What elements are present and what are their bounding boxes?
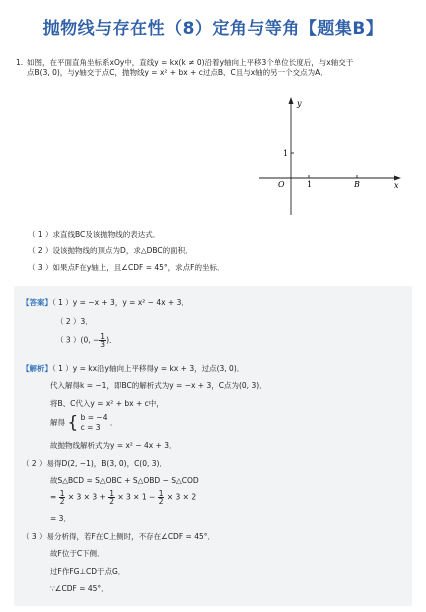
answer-3-open: (0, − [80, 335, 100, 345]
solution-panel [14, 286, 412, 606]
analysis-p7: 故S△BCD = S△OBC + S△OBD − S△COD [50, 476, 199, 485]
subquestion-3: （ 3 ）如果点F在y轴上，且∠CDF = 45°，求点F的坐标． [28, 263, 225, 272]
y-axis-label: y [297, 99, 302, 108]
analysis-p11: 故F位于C下侧． [50, 549, 105, 558]
half-num-2: 1 [109, 489, 114, 498]
p8-equals: = [50, 492, 57, 502]
y-axis-arrow [289, 97, 294, 104]
x-unit-label: 1 [307, 180, 313, 189]
problem-number: 1. [16, 58, 24, 67]
coordinate-graph [255, 95, 410, 220]
answer-3-close: )． [106, 335, 117, 345]
answer-3-prefix: （ 3 ） [56, 335, 81, 345]
equation-system [81, 413, 108, 433]
equation-b: b = −4 [80, 413, 108, 422]
analysis-p2: 代入解得k = −1，即BC的解析式为y = −x + 3，C点为(0, 3)． [50, 381, 267, 390]
point-b-label: B [354, 180, 360, 189]
half-num-1: 1 [59, 489, 65, 498]
half-den-2: 2 [109, 497, 114, 506]
p8-term-1: × 3 × 3 + [67, 492, 106, 502]
analysis-p8 [50, 490, 196, 505]
half-num-3: 1 [158, 489, 164, 498]
left-brace: { [67, 413, 79, 433]
x-axis-arrow [394, 176, 401, 181]
page-title: 抛物线与存在性（8）定角与等角【题集B】 [42, 19, 384, 39]
analysis-p1: （ 1 ）y = kx沿y轴向上平移得y = kx + 3，过点(3, 0)． [52, 364, 245, 373]
analysis-row-1 [22, 364, 244, 374]
y-unit-label: 1 [283, 149, 289, 158]
answer-row-3 [56, 333, 117, 348]
problem-text [27, 58, 411, 78]
origin-label: O [278, 180, 285, 189]
problem-line-1: 如图，在平面直角坐标系xOy中，直线y = kx(k ≠ 0)沿着y轴向上平移3个单位长度后，与x轴交于 [27, 58, 354, 67]
answer-1: （ 1 ）y = −x + 3，y = x² − 4x + 3． [52, 298, 189, 307]
problem-statement [16, 58, 411, 78]
answer-3-denominator: 3 [100, 340, 106, 349]
half-den-3: 2 [158, 497, 164, 506]
p8-term-2: × 3 × 1 − [117, 492, 156, 502]
equation-c: c = 3 [80, 423, 101, 432]
subquestion-1: （ 1 ）求直线BC及该抛物线的表达式． [28, 230, 161, 239]
analysis-p10: （ 3 ）易分析得，若F在C上侧时，不存在∠CDF = 45°． [22, 532, 215, 541]
analysis-p4-prefix: 解得 [50, 418, 65, 427]
analysis-tag: 【解析】 [22, 364, 52, 373]
half-fraction-3 [158, 490, 165, 505]
half-fraction-2 [108, 490, 115, 505]
answer-tag: 【答案】 [22, 298, 52, 307]
analysis-system [50, 413, 117, 433]
half-fraction-1 [59, 490, 66, 505]
analysis-p9: = 3． [50, 514, 71, 523]
answer-row-1 [22, 298, 189, 308]
half-den-1: 2 [59, 497, 65, 506]
analysis-p13: ∵∠CDF = 45°． [50, 584, 109, 593]
answer-3-numerator: 1 [100, 332, 106, 341]
analysis-p5: 故抛物线解析式为y = x² − 4x + 3． [50, 441, 177, 450]
x-axis-label: x [394, 181, 399, 190]
p8-term-3: × 3 × 2 [166, 492, 197, 502]
problem-line-2: 点B(3, 0)，与y轴交于点C，抛物线y = x² + bx + c过点B、C且与x轴的另一个交点为A． [27, 68, 328, 77]
analysis-p3: 将B、C代入y = x² + bx + c中， [50, 399, 164, 408]
answer-2: （ 2 ）3． [56, 317, 93, 326]
subquestion-2: （ 2 ）设该抛物线的顶点为D，求△DBC的面积． [28, 246, 193, 255]
analysis-p12: 过F作FG⊥CD于点G． [50, 567, 126, 576]
analysis-p6: （ 2 ）易得D(2, −1)，B(3, 0)，C(0, 3)． [22, 459, 167, 468]
analysis-p4-suffix: ． [109, 418, 118, 427]
